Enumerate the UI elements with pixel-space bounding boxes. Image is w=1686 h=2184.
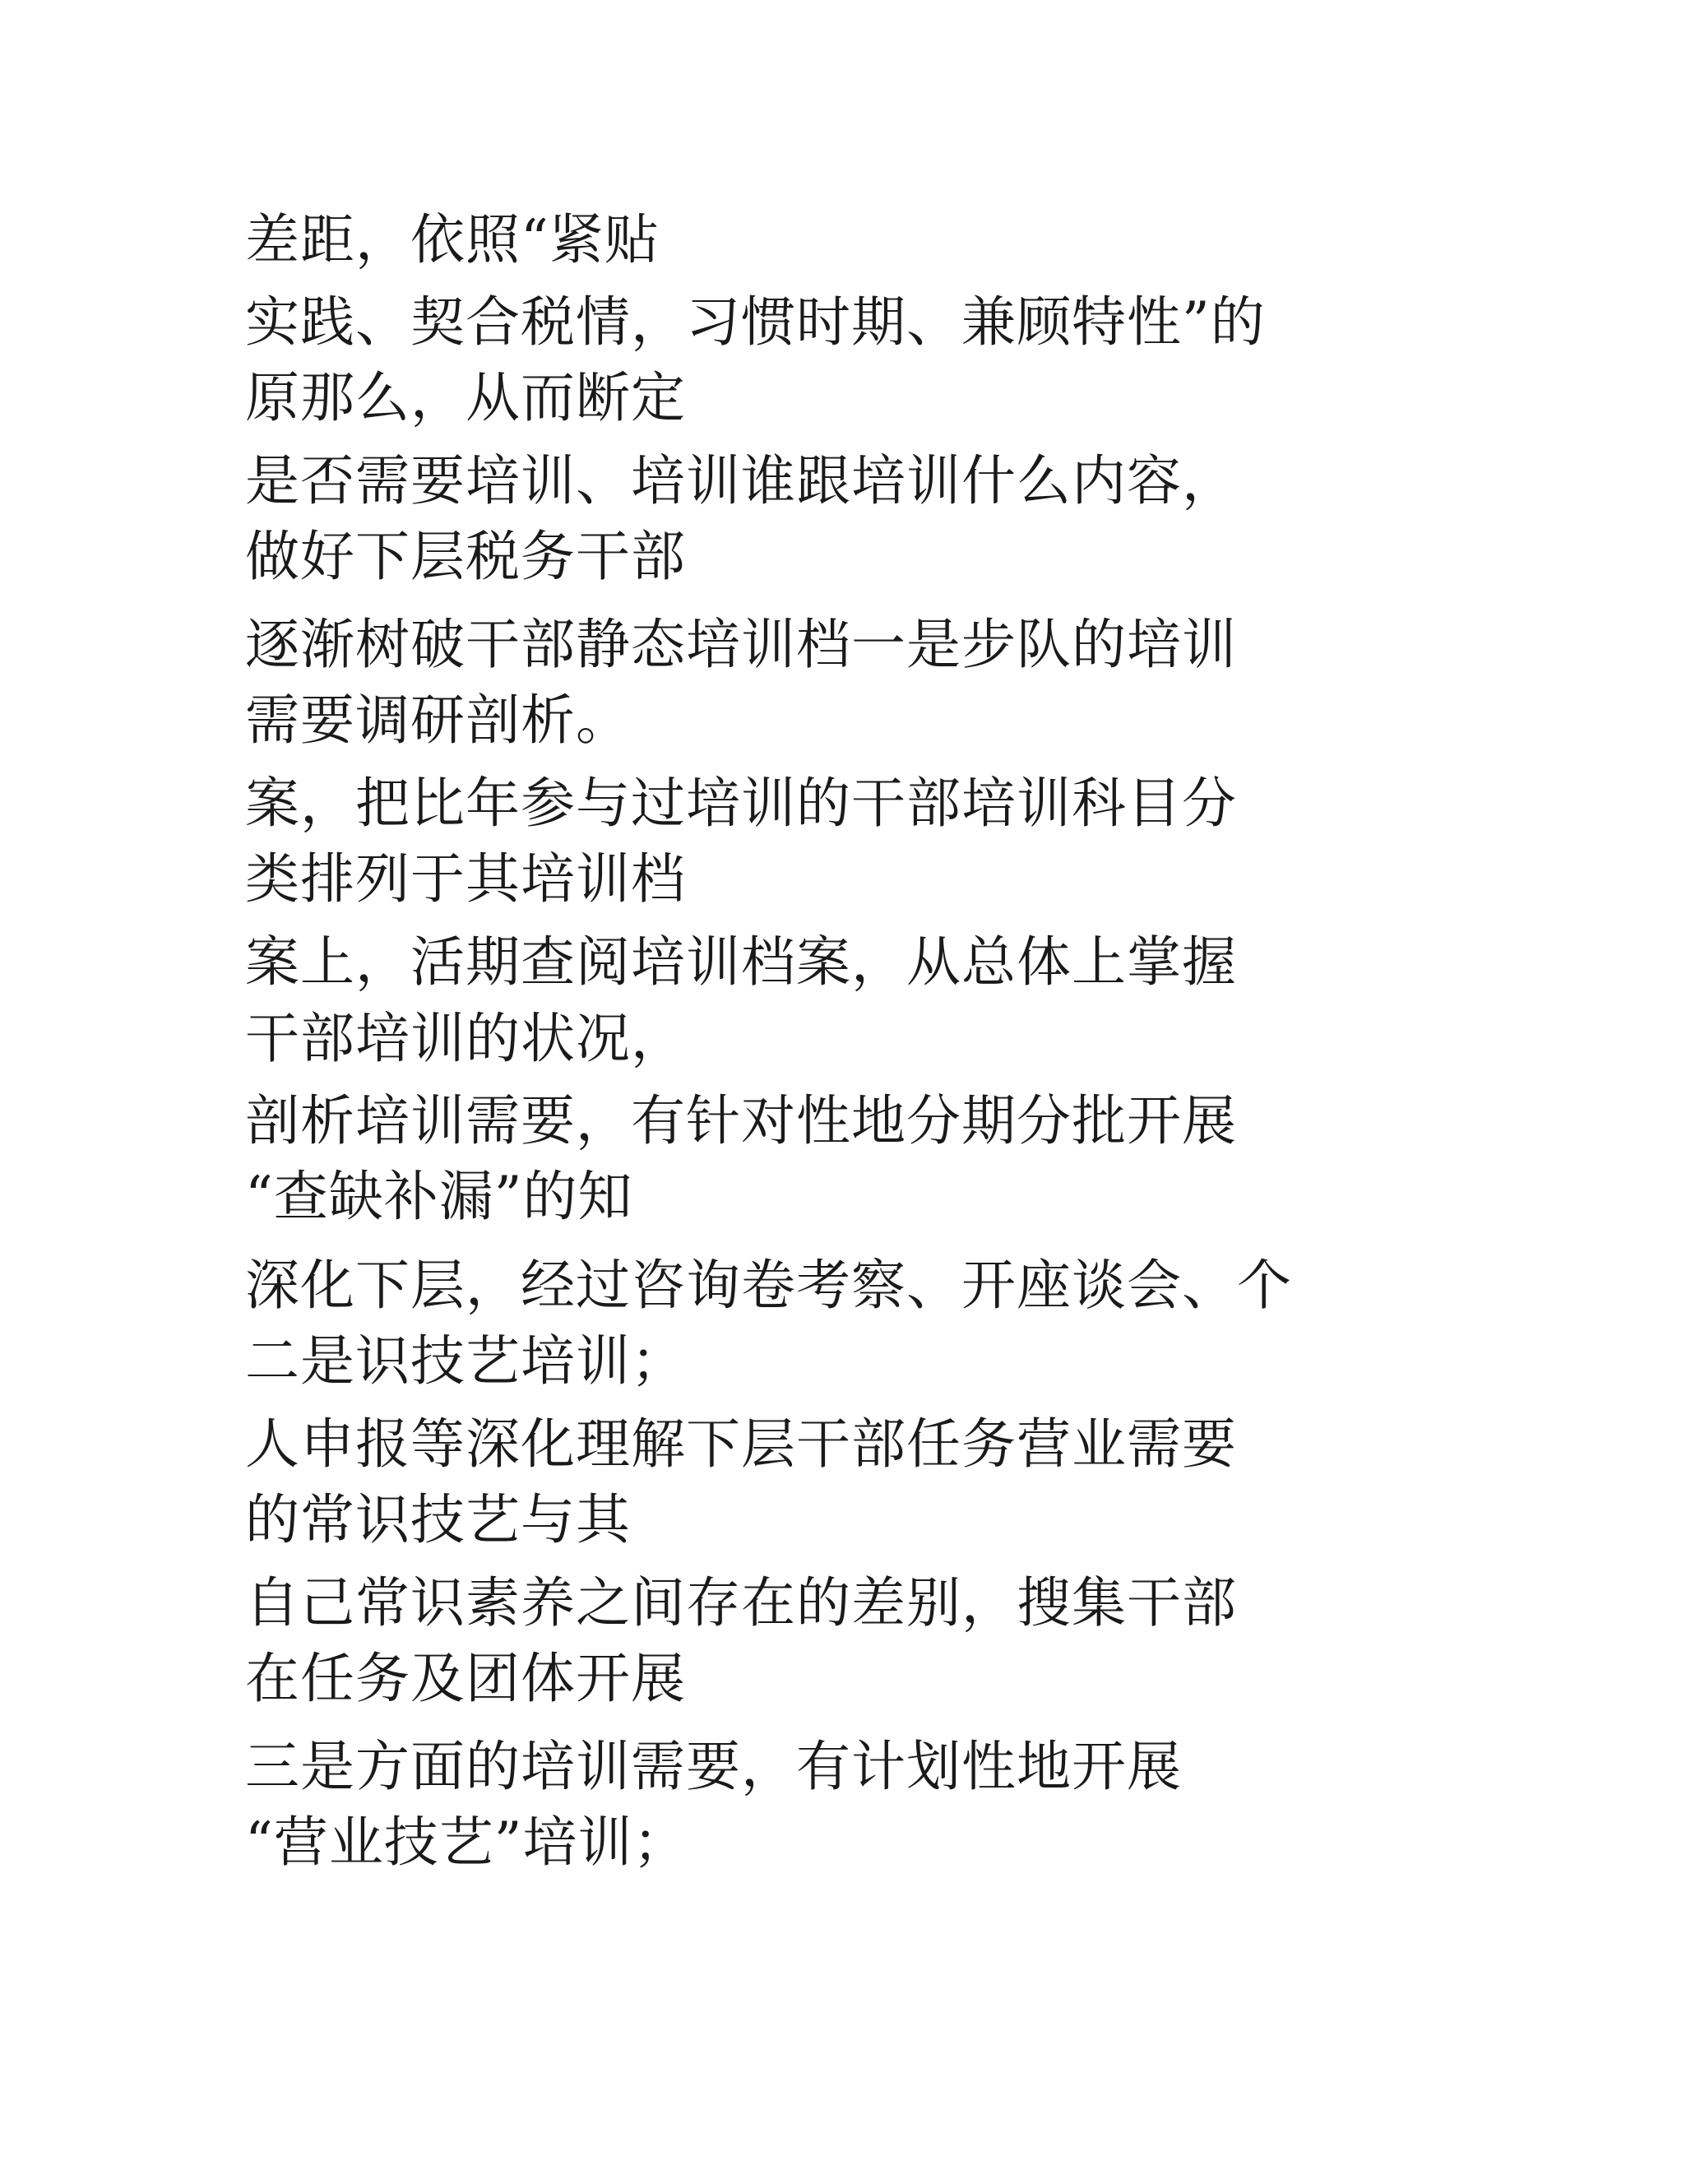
text-line: 实践、契合税情，习惯时期、兼顾特性”的 [245,290,1266,354]
text-line: 干部培训的状况， [245,1007,686,1070]
text-line: 做好下层税务干部 [245,525,686,588]
text-line: 原那么，从而断定 [245,366,686,429]
text-line: “查缺补漏”的知 [245,1165,633,1228]
text-line: 需要调研剖析。 [245,689,631,752]
text-line: 自己常识素养之间存在的差别，搜集干部 [245,1571,1237,1635]
text-line: 的常识技艺与其 [245,1488,631,1551]
text-line: 案上，活期查阅培训档案，从总体上掌握 [245,930,1237,994]
text-line: 深化下层，经过咨询卷考察、开座谈会、个 [245,1254,1292,1317]
text-line: 剖析培训需要，有针对性地分期分批开展 [245,1089,1237,1152]
text-line: 是否需要培训、培训谁跟培训什么内容， [245,449,1237,512]
text-line: 逐渐树破干部静态培训档一是步队的培训 [245,613,1237,676]
text-line: 在任务及团体开展 [245,1647,686,1710]
text-line: 二是识技艺培训； [245,1329,686,1393]
text-line: 差距，依照“紧贴 [245,208,660,271]
text-line: 案，把比年参与过培训的干部培训科目分 [245,772,1237,835]
text-line: 人申报等深化理解下层干部任务营业需要 [245,1412,1237,1476]
text-line: 三是方面的培训需要，有计划性地开展 [245,1735,1182,1798]
text-line: “营业技艺”培训； [245,1811,688,1874]
text-line: 类排列于其培训档 [245,847,686,911]
